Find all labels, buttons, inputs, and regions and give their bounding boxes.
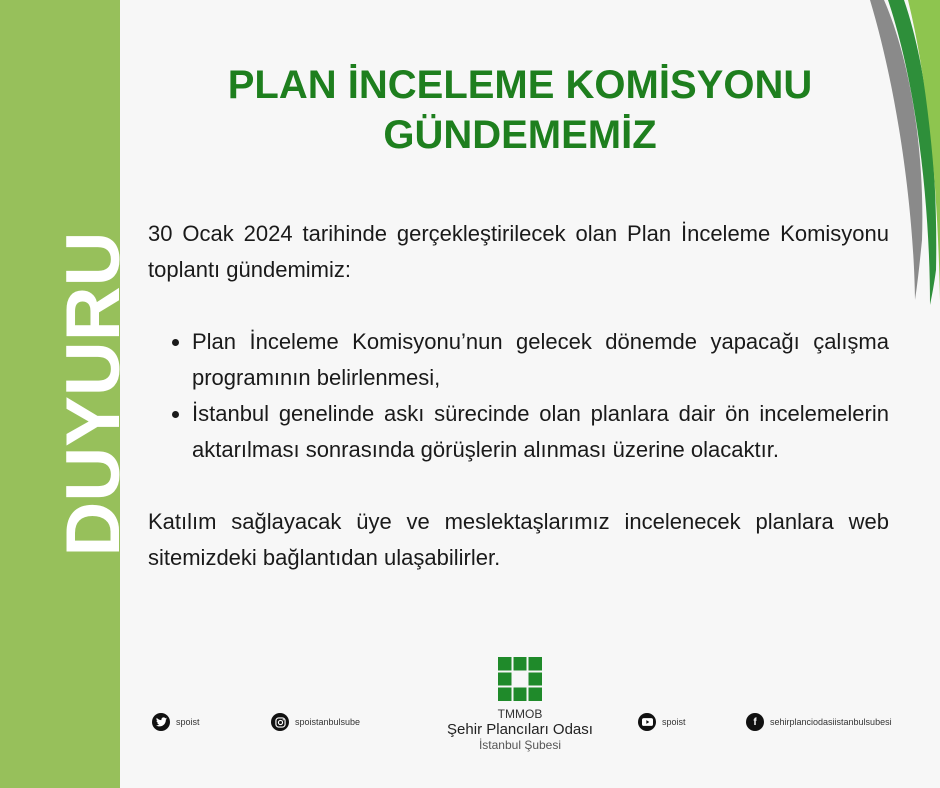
twitter-icon (152, 713, 170, 731)
facebook-icon: f (746, 713, 764, 731)
sidebar-label: DUYURU (51, 231, 136, 557)
closing-paragraph: Katılım sağlayacak üye ve meslektaşlarımız incelenecek planlara web sitemizdeki bağlantıdan ulaşabilirler. (148, 509, 889, 570)
facebook-link[interactable] (746, 713, 892, 731)
agenda-item: • Plan İnceleme Komisyonu’nun gelecek dönemde yapacağı çalışma programının belirlenmesi, (192, 324, 889, 396)
logo-branch: İstanbul Şubesi (478, 738, 562, 752)
logo-name: Şehir Plancıları Odası (447, 721, 593, 738)
agenda-item: • İstanbul genelinde askı sürecinde olan planlara dair ön incelemelerin aktarılması sonrasında görüşlerin alınması üzerine olacaktır. (192, 396, 889, 468)
title-line-2: GÜNDEMEMİZ (383, 113, 657, 157)
instagram-link[interactable] (271, 713, 360, 731)
announcement-body (148, 216, 889, 576)
instagram-handle: spoistanbulsube (295, 717, 361, 727)
twitter-link[interactable] (152, 713, 200, 731)
youtube-handle: spoist (662, 717, 686, 727)
page-title (150, 60, 890, 160)
logo-org: TMMOB (497, 707, 543, 721)
agenda-list (148, 324, 889, 468)
title-line-1: PLAN İNCELEME KOMİSYONU (227, 63, 813, 107)
logo-mark-icon (498, 657, 542, 701)
facebook-handle: sehirplanciodasiistanbulsubesi (770, 717, 892, 727)
youtube-icon (638, 713, 656, 731)
intro-paragraph: 30 Ocak 2024 tarihinde gerçekleştirilecek olan Plan İnceleme Komisyonu toplantı gündemimiz: (148, 221, 889, 282)
twitter-handle: spoist (176, 717, 200, 727)
youtube-link[interactable] (638, 713, 686, 731)
organization-logo (440, 657, 600, 752)
sidebar-band (0, 0, 136, 788)
instagram-icon (271, 713, 289, 731)
